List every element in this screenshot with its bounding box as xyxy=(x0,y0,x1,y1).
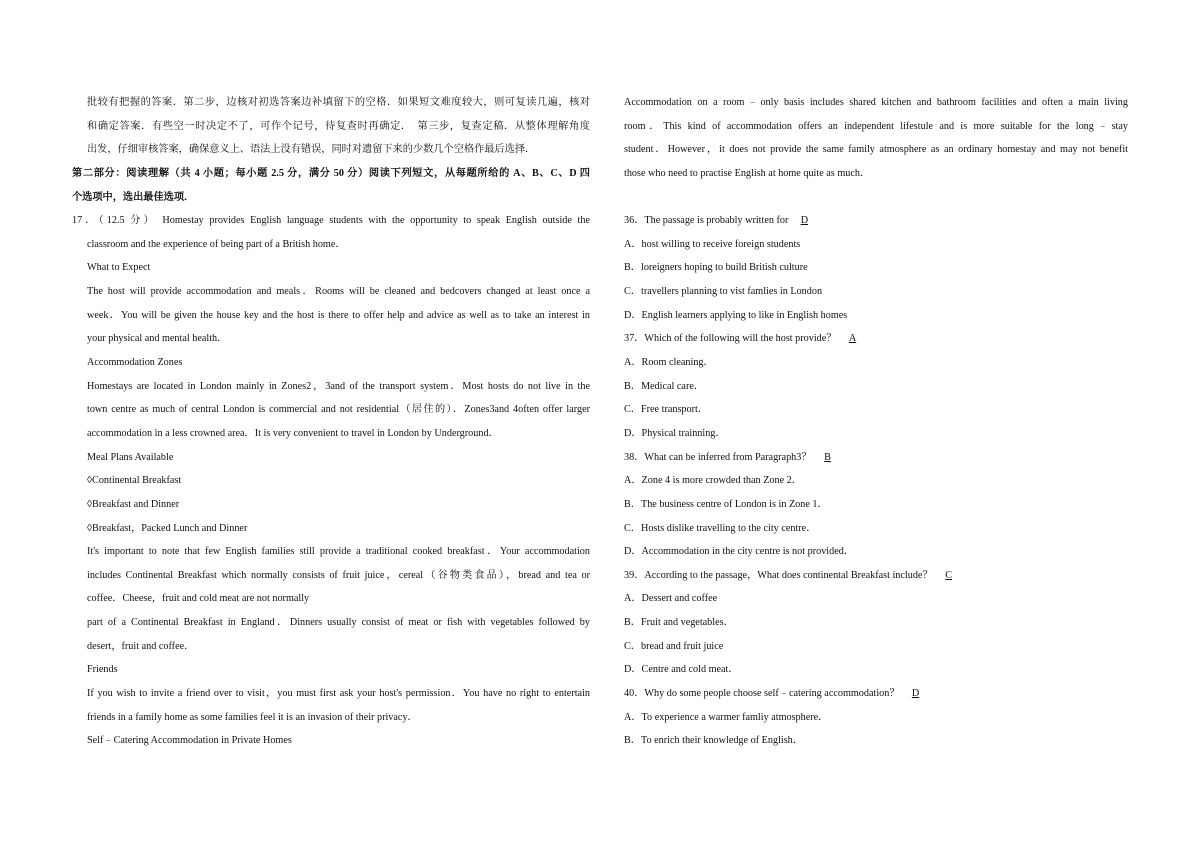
answer-blank: B xyxy=(824,451,831,463)
meal-plan-item: ◊Breakfast，Packed Lunch and Dinner xyxy=(87,522,248,534)
option: A．Zone 4 is more crowded than Zone 2． xyxy=(624,475,802,487)
passage-line: student．However，it does not provide the same family atmosphere as an ordinary homestay and may not benefit xyxy=(624,144,1128,156)
option: C．Free transport． xyxy=(624,404,709,416)
passage-line: your physical and mental health． xyxy=(87,333,228,345)
left-column xyxy=(72,91,590,753)
passage-line: room．This kind of accommodation offers an independent lifestule and is more suitable for the long﹣stay xyxy=(624,120,1128,132)
passage-heading-accommodation-zones: Accommodation Zones xyxy=(87,357,183,369)
option: B．loreigners hoping to build British culture xyxy=(624,262,808,274)
passage-line: Accommodation on a room﹣only basis includes shared kitchen and bathroom facilities and often a main living xyxy=(624,97,1128,108)
option: A．Dessert and coffee xyxy=(624,593,718,605)
meal-plan-item: ◊Breakfast and Dinner xyxy=(87,498,180,510)
passage-line: those who need to practise English at home quite as much． xyxy=(624,167,871,179)
option: D．English learners applying to like in English homes xyxy=(624,309,848,321)
intro-line-2: 和确定答案．有些空一时决定不了，可作个记号，待复查时再确定． 第三步，复查定稿．从整体理解角度 xyxy=(87,120,590,132)
passage-line: Homestays are located in London mainly in Zones2，3and of the transport system．Most hosts do not live in the xyxy=(87,380,590,392)
question-40-stem: 40．Why do some people choose self﹣catering accommodation？ D xyxy=(624,682,1128,706)
answer-blank: C xyxy=(945,569,953,581)
question-38-stem: 38．What can be inferred from Paragraph3？ B xyxy=(624,446,1128,470)
passage-line: town centre as much of central London is commercial and not residential（居住的）．Zones3and 4often offer larger xyxy=(87,404,590,416)
passage-line: desert，fruit and coffee． xyxy=(87,640,195,652)
section-header-line-2: 个选项中，选出最佳选项． xyxy=(72,191,195,203)
question-39-stem: 39．According to the passage，What does continental Breakfast include？ C xyxy=(624,564,1128,588)
option: A．To experience a warmer famliy atmosphere． xyxy=(624,711,829,723)
answer-blank: D xyxy=(800,215,809,227)
intro-line-3: 出发，仔细审核答案，确保意义上、语法上没有错误，同时对遗留下来的少数几个空格作最后选择． xyxy=(87,144,536,156)
intro-line-1: 批较有把握的答案．第二步，边核对初选答案边补填留下的空格．如果短文难度较大，则可复读几遍，核对 xyxy=(87,97,590,108)
option: D．Centre and cold meat． xyxy=(624,664,739,676)
option: C．bread and fruit juice xyxy=(624,640,724,652)
option: C．travellers planning to vist famlies in London xyxy=(624,286,823,298)
option: B．The business centre of London is in Zone 1． xyxy=(624,498,828,510)
option: B．Medical care． xyxy=(624,380,705,392)
option: B．To enrich their knowledge of English． xyxy=(624,735,803,747)
passage-heading-meal-plans: Meal Plans Available xyxy=(87,451,174,463)
passage-line: coffee．Cheese，fruit and cold meat are not normally xyxy=(87,593,310,605)
option: B．Fruit and vegetables． xyxy=(624,617,734,629)
question-37-stem: 37．Which of the following will the host provide？ A xyxy=(624,327,1128,351)
passage-line: It's important to note that few English families still provide a traditional cooked breakfast．Your accommodation xyxy=(87,546,590,558)
passage-heading-what-to-expect: What to Expect xyxy=(87,262,151,274)
passage-line: If you wish to invite a friend over to visit，you must first ask your host's permission．You have no right to entertain xyxy=(87,688,590,700)
passage-heading-self-catering: Self﹣Catering Accommodation in Private Homes xyxy=(87,735,292,747)
section-header-line-1: 第二部分：阅读理解（共 4 小题；每小题 2.5 分，满分 50 分）阅读下列短文，从每题所给的 A、B、C、D 四 xyxy=(72,167,590,179)
option: A．Room cleaning． xyxy=(624,357,714,369)
passage-line: part of a Continental Breakfast in England．Dinners usually consist of meat or fish with vegetables followed by xyxy=(87,617,590,629)
passage-line: accommodation in a less crowned area．It is very convenient to travel in London by Underground． xyxy=(87,427,499,439)
spacer xyxy=(624,186,1128,210)
answer-blank: A xyxy=(848,333,857,345)
right-column xyxy=(624,91,1128,753)
passage-line: includes Continental Breakfast which normally consists of fruit juice，cereal（谷物类食品），bread and tea or xyxy=(87,569,590,581)
option: C．Hosts dislike travelling to the city centre． xyxy=(624,522,817,534)
answer-blank: D xyxy=(911,688,920,700)
passage-line: The host will provide accommodation and meals．Rooms will be cleaned and bedcovers changed at least once a xyxy=(87,286,590,298)
meal-plan-item: ◊Continental Breakfast xyxy=(87,475,182,487)
question-17-intro: 17．（12.5 分） Homestay provides English language students with the opportunity to speak English outside the xyxy=(72,215,590,227)
question-36-stem: 36．The passage is probably written for D xyxy=(624,209,1128,233)
passage-line: friends in a family home as some families feel it is an invasion of their privacy． xyxy=(87,711,418,723)
option: D．Physical trainning． xyxy=(624,427,726,439)
option: D．Accommodation in the city centre is not provided． xyxy=(624,546,855,558)
passage-line: classroom and the experience of being part of a British home． xyxy=(87,238,346,250)
option: A．host willing to receive foreign students xyxy=(624,238,801,250)
passage-heading-friends: Friends xyxy=(87,664,118,676)
passage-line: week．You will be given the house key and the host is there to offer help and advice as well as to take an interest in xyxy=(87,309,590,321)
